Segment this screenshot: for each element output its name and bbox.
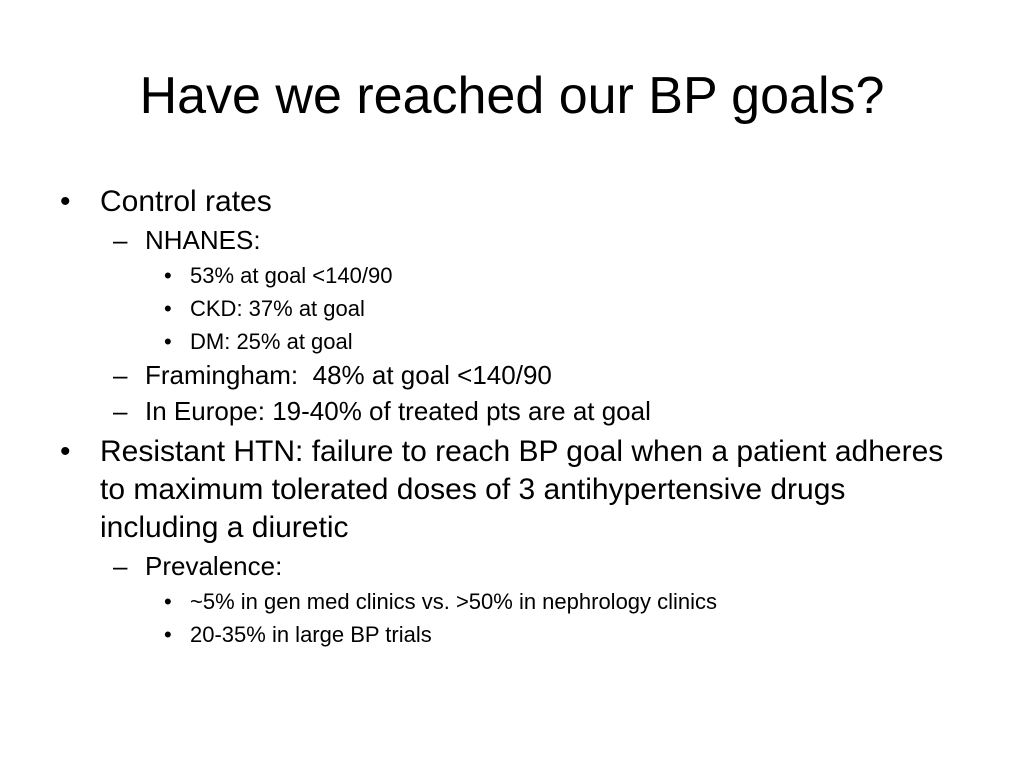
sub-bullet-framingham <box>58 359 958 392</box>
item-nhanes-ckd <box>58 294 958 323</box>
dash-marker: – <box>113 360 128 390</box>
dash-marker: – <box>113 396 128 426</box>
dash-marker: – <box>113 551 128 581</box>
item-text: ~5% in gen med clinics vs. >50% in nephrology clinics <box>190 589 718 614</box>
bullet-resistant-htn <box>58 433 958 547</box>
bullet-text: Resistant HTN: failure to reach BP goal when a patient adheres to maximum tolerated doses of 3 antihypertensive drugs including a diuretic <box>100 435 944 544</box>
sub-bullet-text: Framingham: 48% at goal <140/90 <box>145 360 552 390</box>
slide-title: Have we reached our BP goals? <box>139 67 885 125</box>
item-text: DM: 25% at goal <box>190 329 353 354</box>
sub-bullet-text: In Europe: 19-40% of treated pts are at goal <box>145 396 651 426</box>
bullet-marker: • <box>164 329 172 354</box>
item-text: CKD: 37% at goal <box>190 296 365 321</box>
sub-bullet-nhanes <box>58 224 958 257</box>
sub-bullet-europe <box>58 395 958 428</box>
bullet-marker: • <box>164 296 172 321</box>
item-text: 20-35% in large BP trials <box>190 622 432 647</box>
bullet-marker: • <box>60 435 71 468</box>
bullet-marker: • <box>164 622 172 647</box>
item-prevalence-clinics <box>58 587 958 616</box>
bullet-marker: • <box>164 263 172 288</box>
bullet-marker: • <box>60 185 71 218</box>
sub-bullet-prevalence <box>58 550 958 583</box>
item-nhanes-overall <box>58 261 958 290</box>
bullet-control-rates <box>58 183 958 221</box>
item-nhanes-dm <box>58 327 958 356</box>
slide-body <box>58 178 958 649</box>
item-prevalence-trials <box>58 620 958 649</box>
item-text: 53% at goal <140/90 <box>190 263 393 288</box>
sub-bullet-text: Prevalence: <box>145 551 283 581</box>
bullet-marker: • <box>164 589 172 614</box>
sub-bullet-text: NHANES: <box>145 225 261 255</box>
dash-marker: – <box>113 225 128 255</box>
bullet-text: Control rates <box>100 185 272 218</box>
